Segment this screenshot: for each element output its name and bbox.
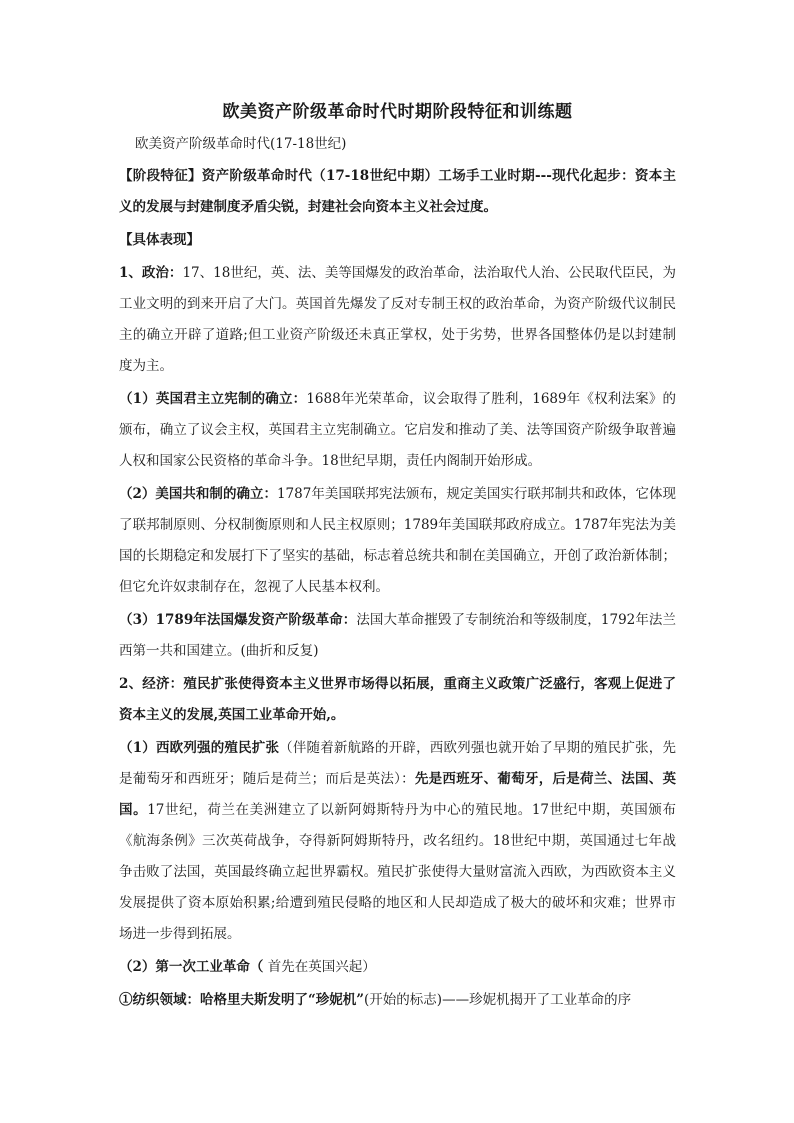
economy-text: 殖民扩张使得资本主义世界市场得以拓展，重商主义政策广泛盛行，客观上促进了资本主义的发展,英国工业革命开始,。 [119, 676, 676, 723]
economy-heading: 2、经济： [119, 676, 184, 692]
textile-text: (开始的标志)——珍妮机揭开了工业革命的序 [364, 992, 632, 1008]
specific-label: 【具体表现】 [119, 232, 200, 248]
item3-text: 法国大革命摧毁了专制统治和等级制度，1792年法兰西第一共和国建立。(曲折和反复) [119, 612, 676, 659]
item2-text: 1787年美国联邦宪法颁布，规定美国实行联邦制共和政体，它体现了联邦制原则、分权制衡原则和人民主权原则；1789年美国联邦政府成立。1787年宪法为美国的长期稳定和发展打下了坚实的基础，标志着总统共和制在美国确立，开创了政治新体制；但它允许奴隶制存在，忽视了人民基本权利。 [119, 486, 676, 595]
textile-heading: ①纺织领域：哈格里夫斯发明了“珍妮机” [119, 992, 365, 1008]
politics-heading: 1、政治： [119, 265, 183, 281]
item1-paragraph [119, 384, 676, 477]
stage-feature-text: 资产阶级革命时代（17-18世纪中期）工场手工业时期---现代化起步：资本主义的发展与封建制度矛盾尖锐，封建社会向资本主义社会过度。 [119, 168, 676, 215]
econ1-text-c: 17世纪，荷兰在美洲建立了以新阿姆斯特丹为中心的殖民地。17世纪中期，英国颁布《航海条例》三次英荷战争，夺得新阿姆斯特丹，改名纽约。18世纪中期，英国通过七年战争击败了法国，英国最终确立起世界霸权。殖民扩张使得大量财富流入西欧，为西欧资本主义发展提供了资本原始积累;给遭到殖民侵略的地区和人民却造成了极大的破坏和灾难；世界市场进一步得到拓展。 [119, 802, 676, 942]
document-title: 欧美资产阶级革命时代时期阶段特征和训练题 [222, 102, 573, 122]
econ1-bold-b: 先是西班牙、葡萄牙，后是荷兰、法国、英国。 [119, 771, 677, 818]
stage-feature-label: 【阶段特征】 [119, 168, 202, 184]
item2-paragraph [119, 479, 676, 603]
document-page [119, 100, 676, 1018]
item2-heading: （2）美国共和制的确立： [119, 486, 277, 502]
econ2-paragraph [119, 952, 676, 983]
econ1-heading: （1）西欧列强的殖民扩张 [119, 740, 280, 756]
textile-paragraph [119, 985, 676, 1016]
stage-feature-paragraph [119, 161, 676, 223]
document-subtitle: 欧美资产阶级革命时代(17-18世纪) [135, 136, 347, 152]
econ1-paragraph [119, 733, 676, 950]
item1-text: 1688年光荣革命，议会取得了胜利，1689年《权利法案》的颁布，确立了议会主权，英国君主立宪制确立。它启发和推动了美、法等国资产阶级争取普遍人权和国家公民资格的革命斗争。18世纪早期，责任内阁制开始形成。 [119, 391, 676, 469]
politics-paragraph [119, 258, 676, 382]
econ2-heading: （2）第一次工业革命（ [119, 959, 264, 975]
politics-text: 17、18世纪，英、法、美等国爆发的政治革命，法治取代人治、公民取代臣民，为工业文明的到来开启了大门。英国首先爆发了反对专制王权的政治革命，为资产阶级代议制民主的确立开辟了道路;但工业资产阶级还未真正掌权，处于劣势，世界各国整体仍是以封建制度为主。 [119, 265, 676, 374]
econ2-text: 首先在英国兴起） [263, 959, 376, 975]
item1-heading: （1）英国君主立宪制的确立： [119, 391, 307, 407]
specific-label-paragraph [119, 225, 676, 256]
item3-heading: （3）1789年法国爆发资产阶级革命： [119, 612, 357, 628]
econ1-text-a: （伴随着新航路的开辟，西欧列强也就开始了早期的殖民扩张，先是葡萄牙和西班牙；随后是荷兰；而后是英法）： [119, 740, 676, 787]
item3-paragraph [119, 605, 676, 667]
economy-paragraph [119, 669, 676, 731]
